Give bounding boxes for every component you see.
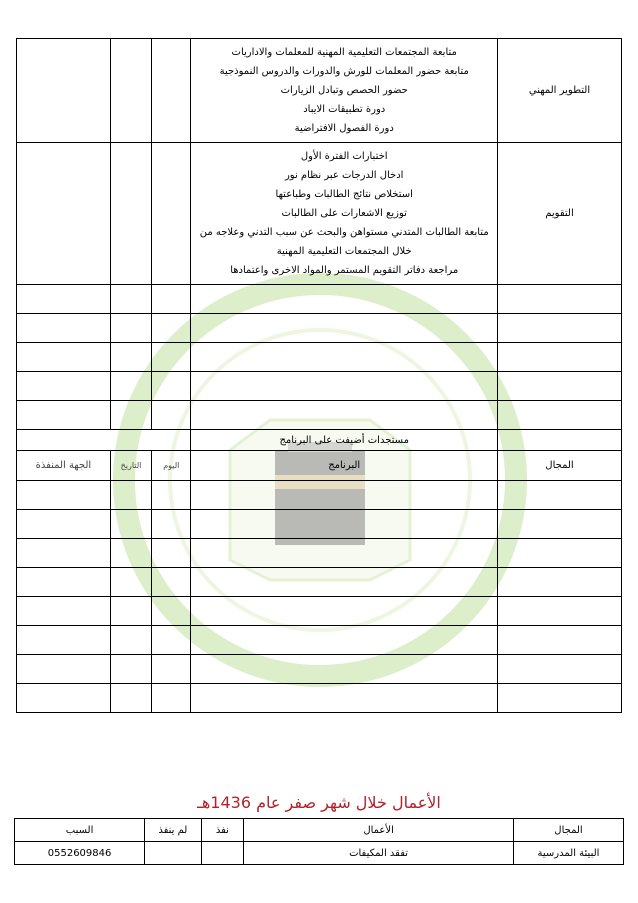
program-line: استخلاص نتائج الطالبات وطباعتها bbox=[275, 189, 413, 200]
program-line: خلال المجتمعات التعليمية المهنية bbox=[276, 246, 412, 257]
program-line: متابعة حضور المعلمات للورش والدورات والدروس النموذجية bbox=[219, 66, 469, 77]
table-row bbox=[17, 39, 622, 143]
header-agent: الجهة المنفذة bbox=[17, 451, 111, 481]
empty-row bbox=[17, 481, 622, 510]
works-cell: تفقد المكيفات bbox=[244, 842, 514, 865]
day-cell bbox=[152, 143, 191, 285]
empty-row bbox=[17, 626, 622, 655]
day-cell bbox=[152, 39, 191, 143]
program-line: حضور الحصص وتبادل الزيارات bbox=[280, 85, 408, 96]
area-cell: التقويم bbox=[497, 143, 621, 285]
empty-row bbox=[17, 597, 622, 626]
program-line: متابعة الطالبات المتدني مستواهن والبحث عن سبب التدني وعلاجه من bbox=[199, 227, 489, 238]
header-works: الأعمال bbox=[244, 819, 514, 842]
program-table bbox=[16, 38, 622, 713]
program-line: اختبارات الفترة الأول bbox=[300, 151, 388, 162]
program-cell bbox=[191, 143, 498, 285]
empty-row bbox=[17, 539, 622, 568]
empty-row bbox=[17, 401, 622, 430]
empty-row bbox=[17, 372, 622, 401]
empty-row bbox=[17, 568, 622, 597]
table-row bbox=[15, 842, 624, 865]
header-row bbox=[15, 819, 624, 842]
area-cell: البيئة المدرسية bbox=[513, 842, 623, 865]
program-line: دورة الفصول الافتراضية bbox=[294, 123, 394, 134]
empty-row bbox=[17, 285, 622, 314]
program-cell bbox=[191, 39, 498, 143]
agent-cell bbox=[17, 143, 111, 285]
table-row bbox=[17, 143, 622, 285]
header-date: التاريخ bbox=[110, 451, 151, 481]
monthly-works-title: الأعمال خلال شهر صفر عام 1436هـ bbox=[197, 793, 441, 812]
empty-row bbox=[17, 510, 622, 539]
area-cell: التطوير المهني bbox=[497, 39, 621, 143]
program-line: متابعة المجتمعات التعليمية المهنية للمعلمات والاداريات bbox=[231, 47, 457, 58]
empty-row bbox=[17, 684, 622, 713]
header-area: المجال bbox=[513, 819, 623, 842]
header-row bbox=[17, 451, 622, 481]
header-day: اليوم bbox=[152, 451, 191, 481]
agent-cell bbox=[17, 39, 111, 143]
header-area: المجال bbox=[497, 451, 621, 481]
program-line: دورة تطبيقات الايباد bbox=[303, 104, 386, 115]
program-line: توزيع الاشعارات على الطالبات bbox=[281, 208, 407, 219]
not-done-cell bbox=[145, 842, 201, 865]
program-line: ادخال الدرجات عبر نظام نور bbox=[284, 170, 404, 181]
monthly-works-table bbox=[14, 818, 624, 865]
section-title-row bbox=[17, 430, 622, 451]
empty-row bbox=[17, 343, 622, 372]
header-not-done: لم ينفذ bbox=[145, 819, 201, 842]
header-program: البرنامج bbox=[191, 451, 498, 481]
header-done: نفذ bbox=[201, 819, 244, 842]
reason-cell: 0552609846 bbox=[15, 842, 145, 865]
new-section-title: مستجدات أضيفت على البرنامج bbox=[191, 430, 498, 451]
program-line: مراجعة دفاتر التقويم المستمر والمواد الاخرى واعتمادها bbox=[230, 265, 459, 276]
done-cell bbox=[201, 842, 244, 865]
header-reason: السبب bbox=[15, 819, 145, 842]
empty-row bbox=[17, 314, 622, 343]
date-cell bbox=[110, 39, 151, 143]
empty-row bbox=[17, 655, 622, 684]
date-cell bbox=[110, 143, 151, 285]
